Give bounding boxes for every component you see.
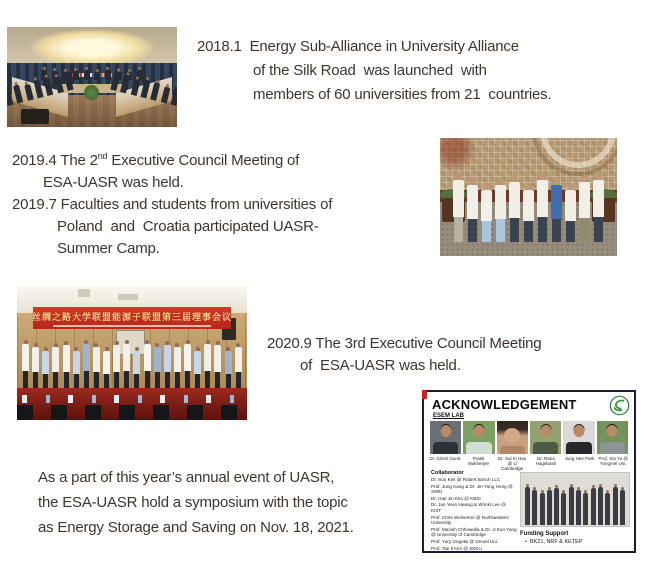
event-2020-line2: of ESA-UASR was held. [300, 357, 461, 374]
ack-title: ACKNOWLEDGEMENT [432, 397, 577, 412]
person-figure [508, 175, 521, 241]
lab-group-photo [520, 472, 630, 527]
person-figure [184, 340, 192, 390]
person-figure [194, 347, 202, 390]
person-figure [578, 175, 591, 241]
person-figure [163, 341, 171, 389]
person-figure [612, 484, 618, 525]
person-figure [452, 173, 465, 241]
chandelier [29, 29, 155, 67]
person-figure [480, 183, 493, 242]
member-name: Dr. Rana Hagebash [535, 456, 557, 466]
person-figure [23, 81, 33, 101]
event-2019-line5: Summer Camp. [57, 240, 160, 257]
person-figure [592, 173, 605, 241]
person-figure [82, 340, 90, 390]
collaborator-entry: Prof. Jung Kang & Dr. Jin-Yong Hong @ SNRI [431, 483, 513, 495]
banner-subtitle-line [53, 325, 211, 327]
person-figure [151, 79, 162, 101]
person-figure [103, 347, 111, 390]
person-figure [524, 484, 530, 525]
person-figure [605, 490, 611, 525]
person-figure [171, 83, 177, 106]
person-figure [204, 340, 212, 390]
person-figure [72, 347, 80, 390]
collaborator-entry: Dr. Soo Kim @ Robert Bosch LLC [431, 477, 501, 482]
funding-support-title: Funding Support [520, 531, 569, 537]
member-portrait [563, 421, 594, 454]
person-figure [84, 67, 90, 80]
person-figure [143, 340, 151, 390]
funding-item-text: BK21, NRF & KETEP [529, 539, 583, 545]
collaborator-title: Collaborator [431, 470, 464, 476]
person-figure [105, 67, 111, 80]
event-2021-line3: as Energy Storage and Saving on Nov. 18, 2021. [38, 519, 354, 536]
person-figure [92, 343, 100, 390]
member-portrait [597, 421, 628, 454]
person-figure [546, 487, 552, 525]
member-portrait [530, 421, 561, 454]
event-2019-line2: ESA-UASR was held. [43, 174, 184, 191]
event-2019-text [12, 150, 332, 260]
person-figure [153, 343, 161, 390]
event-2019-line3: 2019.7 Faculties and students from universities of [12, 196, 333, 213]
person-figure [52, 343, 60, 390]
member-names [428, 456, 630, 471]
photo-council-meeting [17, 286, 247, 420]
collaborator-entry: Prof. Yury Gogotsi @ Drexel Uni. [431, 538, 499, 544]
member-portraits [430, 421, 628, 454]
event-2018-text [197, 35, 551, 107]
person-figure [532, 487, 538, 525]
person-figure [22, 340, 30, 390]
name-cards [22, 395, 243, 403]
member-name: Dr. Girish Gund [429, 456, 461, 461]
person-figure [32, 77, 43, 99]
red-corner-mark [422, 390, 427, 399]
event-2019-line1-prefix: 2019.4 The 2 [12, 152, 98, 169]
event-2019-line1-rest: Executive Council Meeting of [107, 152, 300, 169]
member-portrait [430, 421, 461, 454]
person-figure [568, 484, 574, 525]
event-2019-line4: Poland and Croatia participated UASR- [57, 218, 319, 235]
person-figure [224, 347, 232, 390]
collaborator-entry: Dr. Hae Jin Kim @ KBSI [431, 495, 481, 501]
member-name: Dr. Sul Ki Han @ U Cambridge [498, 456, 527, 471]
collaborator-entry: Prof. Manish Chhowalla & Dr. Ji Eun Yang @ University of Cambridge [431, 526, 517, 538]
person-figure [12, 82, 23, 104]
member-portrait [463, 421, 494, 454]
person-figure [62, 341, 70, 389]
person-figure [42, 347, 50, 390]
person-figure [161, 84, 171, 104]
event-2018-line3: members of 60 universities from 21 countries. [253, 86, 552, 103]
person-figure [94, 69, 100, 80]
person-figure [113, 341, 121, 389]
banner-chinese-text: 丝绸之路大学联盟能源子联盟第三届理事会议 [31, 311, 232, 322]
projector-table [21, 109, 50, 124]
ordinal-superscript: nd [97, 151, 108, 161]
person-figure [42, 74, 53, 96]
person-figure [53, 74, 63, 94]
person-figure [466, 178, 479, 242]
person-figure [619, 487, 625, 525]
person-figure [550, 178, 563, 242]
person-figure [131, 76, 141, 96]
event-2018-line1: 2018.1 Energy Sub-Alliance in University Alliance [197, 38, 519, 55]
member-name: Jung Hee Park [564, 456, 595, 461]
person-figure [73, 68, 79, 80]
esem-lab-label: ESEM LAB [433, 413, 465, 419]
council-group [22, 340, 243, 390]
collaborator-entry: Prof. Chris Wolverton @ Northwestern University [431, 514, 510, 526]
camp-group [452, 173, 604, 241]
person-figure [32, 343, 40, 390]
collaborator-list [431, 477, 517, 552]
event-2020-text [267, 333, 541, 377]
person-figure [234, 343, 242, 390]
collaborator-entry: Dr. Jun Yeon Hwang & Wonki Lee @ KIST [431, 502, 506, 513]
person-figure [7, 83, 13, 106]
photo-launch-meeting [7, 27, 177, 127]
event-2021-text [38, 465, 354, 540]
council-banner [33, 307, 231, 328]
member-name: Prof. Xia Yu @ Yongmei Uni. [598, 456, 628, 466]
person-figure [583, 490, 589, 525]
member-portrait [497, 421, 528, 454]
person-figure [121, 72, 132, 94]
person-figure [598, 484, 604, 525]
event-2021-line1: As a part of this year’s annual event of UASR, [38, 469, 335, 486]
person-figure [214, 341, 222, 389]
person-figure [564, 183, 577, 242]
photo-summer-camp [440, 138, 617, 256]
person-figure [522, 183, 535, 242]
esem-lab-logo-icon [609, 395, 630, 416]
person-figure [576, 487, 582, 525]
member-name: Pratiti Mukherjee [468, 456, 490, 466]
center-plant [84, 85, 99, 100]
funding-support-item [525, 539, 583, 545]
person-figure [133, 347, 141, 390]
person-figure [561, 490, 567, 525]
chairs-row [17, 405, 247, 420]
person-figure [590, 485, 596, 524]
event-2021-line2: the ESA-UASR hold a symposium with the topic [38, 494, 348, 511]
person-figure [554, 485, 560, 524]
person-figure [539, 490, 545, 525]
bullet-icon: • [525, 539, 527, 545]
person-figure [173, 343, 181, 390]
lab-group-figures [524, 484, 625, 525]
acknowledgement-slide [422, 390, 636, 553]
collaborator-entry: Prof. Tae Il Kim @ SKKU [431, 545, 482, 551]
event-2020-line1: 2020.9 The 3rd Executive Council Meeting [267, 335, 542, 352]
person-figure [123, 340, 131, 390]
event-2019-line1 [12, 150, 332, 172]
event-2018-line2: of the Silk Road was launched with [253, 62, 487, 79]
person-figure [141, 77, 152, 99]
person-figure [494, 178, 507, 242]
person-figure [536, 173, 549, 241]
